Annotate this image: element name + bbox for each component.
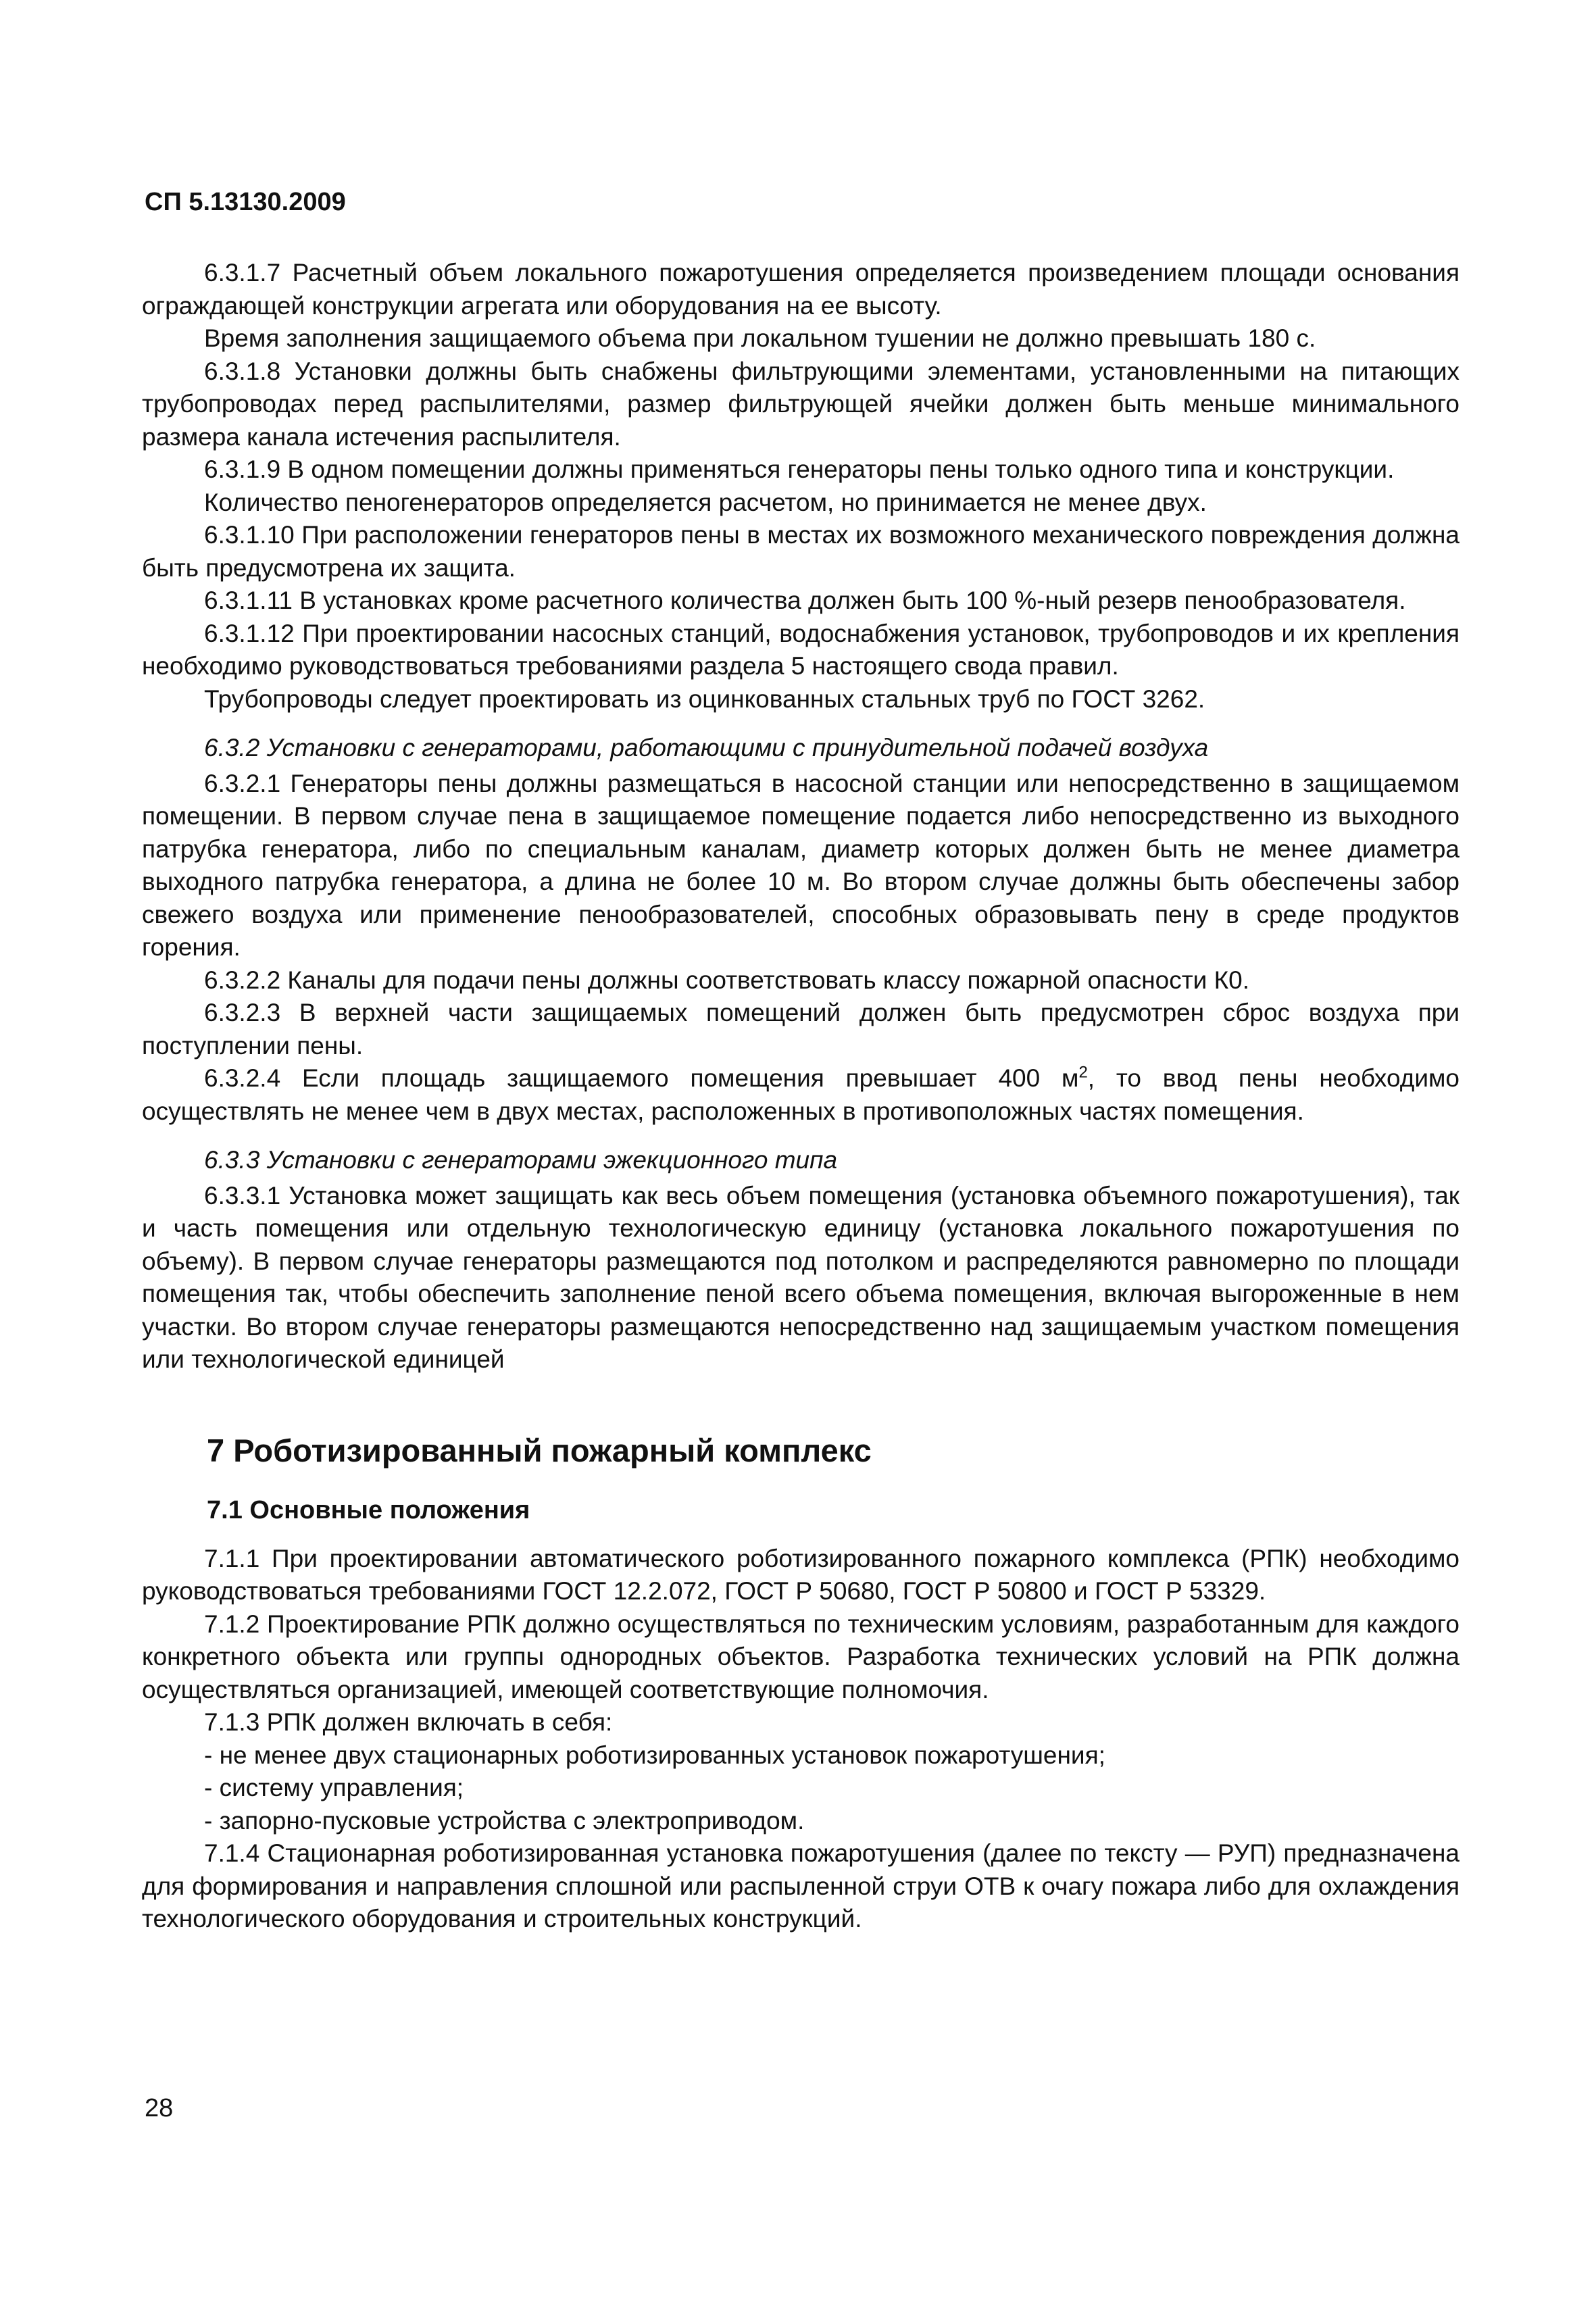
- paragraph-6-3-1-12: 6.3.1.12 При проектировании насосных станций, водоснабжения установок, трубопроводов и их крепления необходимо руководствоваться требованиями раздела 5 настоящего свода правил.: [142, 619, 1460, 680]
- subsection-heading-6-3-2: 6.3.2 Установки с генераторами, работающими с принудительной подачей воздуха: [204, 734, 1209, 762]
- paragraph-6-3-1-7: 6.3.1.7 Расчетный объем локального пожаротушения определяется произведением площади основания ограждающей конструкции агрегата или оборудования на ее высоту.: [142, 259, 1460, 320]
- paragraph-7-1-2: 7.1.2 Проектирование РПК должно осуществляться по техническим условиям, разработанным для каждого конкретного объекта или группы однородных объектов. Разработка технических условий на РПК должна осуществляться организацией, имеющей соответствующие полномочия.: [142, 1610, 1460, 1703]
- document-body: [142, 257, 1460, 1936]
- section-title-7: 7 Роботизированный пожарный комплекс: [207, 1432, 872, 1468]
- paragraph-6-3-1-8: 6.3.1.8 Установки должны быть снабжены фильтрующими элементами, установленными на питающих трубопроводах перед распылителями, размер фильтрующей ячейки должен быть меньше минимального размера канала истечения распылителя.: [142, 357, 1460, 451]
- document-code-header: СП 5.13130.2009: [145, 188, 346, 216]
- paragraph-filling-time: Время заполнения защищаемого объема при локальном тушении не должно превышать 180 с.: [204, 324, 1316, 352]
- list-item: - не менее двух стационарных роботизированных установок пожаротушения;: [204, 1741, 1105, 1769]
- paragraph-6-3-2-4: [142, 1062, 1460, 1128]
- superscript-square: 2: [1078, 1063, 1088, 1082]
- paragraph-6-3-3-1: 6.3.3.1 Установка может защищать как весь объем помещения (установка объемного пожаротушения), так и часть помещения или отдельную технологическую единицу (установка локального пожаротушения по объему). В первом случае генераторы размещаются под потолком и распределяются равномерно по площади помещения так, чтобы обеспечить заполнение пеной всего объема помещения, включая выгороженные в нем участки. Во втором случае генераторы размещаются непосредственно над защищаемым участком помещения или технологической единицей: [142, 1181, 1460, 1373]
- section-title-7-1: 7.1 Основные положения: [207, 1495, 530, 1524]
- paragraph-6-3-2-4-end: , то ввод пены необходимо осуществлять не менее чем в двух местах, расположенных в противоположных частях помещения.: [142, 1064, 1460, 1125]
- paragraph-6-3-2-4-start: 6.3.2.4 Если площадь защищаемого помещения превышает 400 м: [204, 1064, 1079, 1092]
- paragraph-7-1-4: 7.1.4 Стационарная роботизированная установка пожаротушения (далее по тексту — РУП) предназначена для формирования и направления сплошной или распыленной струи ОТВ к очагу пожара либо для охлаждения технологического оборудования и строительных конструкций.: [142, 1839, 1460, 1933]
- paragraph-6-3-1-10: 6.3.1.10 При расположении генераторов пены в местах их возможного механического повреждения должна быть предусмотрена их защита.: [142, 521, 1460, 582]
- paragraph-6-3-1-9: 6.3.1.9 В одном помещении должны применяться генераторы пены только одного типа и конструкции.: [204, 455, 1395, 483]
- list-item: - систему управления;: [204, 1774, 464, 1801]
- paragraph-7-1-1: 7.1.1 При проектировании автоматического роботизированного пожарного комплекса (РПК) необходимо руководствоваться требованиями ГОСТ 12.2.072, ГОСТ Р 50680, ГОСТ Р 50800 и ГОСТ Р 53329.: [142, 1544, 1460, 1605]
- paragraph-pipelines: Трубопроводы следует проектировать из оцинкованных стальных труб по ГОСТ 3262.: [204, 684, 1205, 713]
- paragraph-6-3-2-1: 6.3.2.1 Генераторы пены должны размещаться в насосной станции или непосредственно в защищаемом помещении. В первом случае пена в защищаемое помещение подается либо непосредственно из выходного патрубка генератора, либо по специальным каналам, диаметр которых должен быть не менее диаметра выходного патрубка генератора, а длина не более 10 м. Во втором случае должны быть обеспечены забор свежего воздуха или применение пенообразователей, способных образовывать пену в среде продуктов горения.: [142, 769, 1460, 961]
- paragraph-foam-generator-count: Количество пеногенераторов определяется расчетом, но принимается не менее двух.: [204, 488, 1207, 516]
- paragraph-7-1-3: 7.1.3 РПК должен включать в себя:: [204, 1708, 613, 1736]
- page-number: 28: [145, 2094, 174, 2122]
- list-item: - запорно-пусковые устройства с электроприводом.: [204, 1806, 805, 1835]
- subsection-heading-6-3-3: 6.3.3 Установки с генераторами эжекционного типа: [204, 1146, 838, 1174]
- paragraph-6-3-1-11: 6.3.1.11 В установках кроме расчетного количества должен быть 100 %-ный резерв пенообразователя.: [204, 587, 1406, 614]
- paragraph-6-3-2-2: 6.3.2.2 Каналы для подачи пены должны соответствовать классу пожарной опасности К0.: [204, 966, 1250, 994]
- paragraph-6-3-2-3: 6.3.2.3 В верхней части защищаемых помещений должен быть предусмотрен сброс воздуха при поступлении пены.: [142, 999, 1460, 1060]
